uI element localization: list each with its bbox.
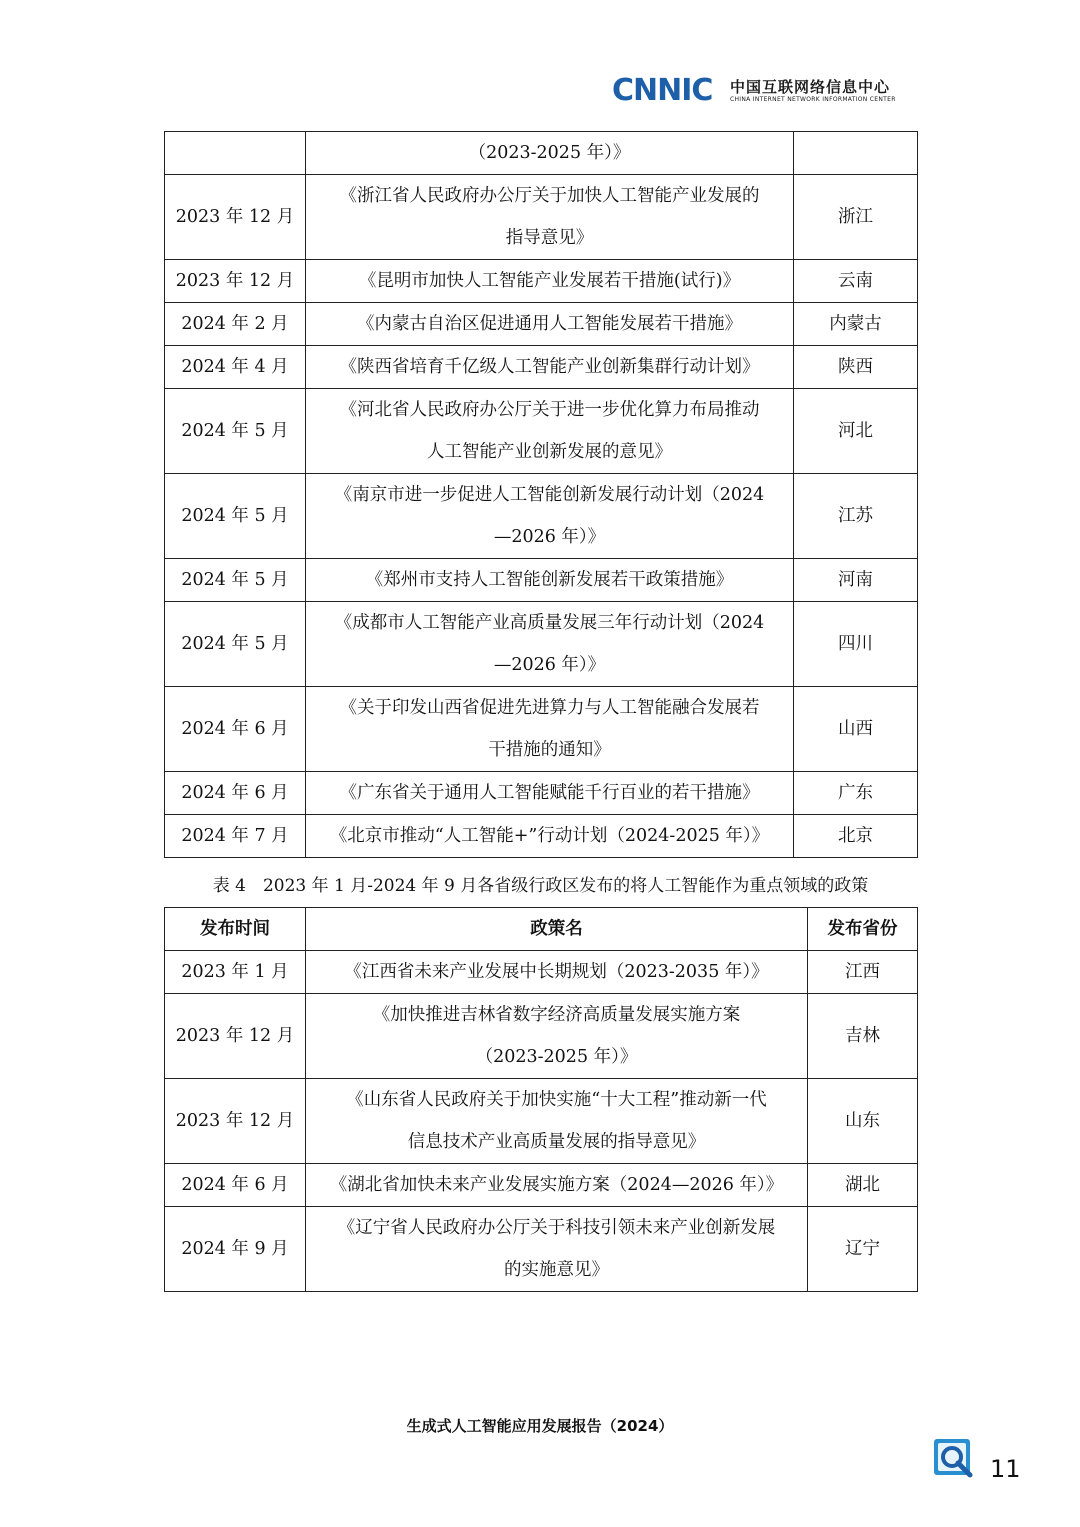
table-row xyxy=(165,994,918,1079)
cell-policy xyxy=(306,303,794,346)
header-policy: 政策名 xyxy=(306,908,808,951)
table-row xyxy=(165,815,918,858)
cell-date: 2023 年 12 月 xyxy=(165,175,306,260)
table-row xyxy=(165,951,918,994)
cell-province xyxy=(794,132,918,175)
cell-province: 山西 xyxy=(794,687,918,772)
cell-policy xyxy=(306,1164,808,1207)
policy-line: 《河北省人民政府办公厅关于进一步优化算力布局推动 xyxy=(339,400,760,420)
cell-policy xyxy=(306,132,794,175)
cell-province: 河北 xyxy=(794,389,918,474)
table-row xyxy=(165,1079,918,1164)
cell-date: 2024 年 7 月 xyxy=(165,815,306,858)
cell-date: 2023 年 12 月 xyxy=(165,260,306,303)
policy-table-4 xyxy=(164,907,918,1292)
cell-province: 河南 xyxy=(794,559,918,602)
table-row xyxy=(165,687,918,772)
cell-province: 北京 xyxy=(794,815,918,858)
cnnic-logo xyxy=(612,74,922,108)
cell-province: 云南 xyxy=(794,260,918,303)
cell-province: 吉林 xyxy=(808,994,918,1079)
magnifier-logo-icon xyxy=(932,1437,976,1481)
policy-line: 的实施意见》 xyxy=(504,1260,609,1280)
page-number: 11 xyxy=(990,1455,1021,1483)
cell-date: 2024 年 6 月 xyxy=(165,687,306,772)
policy-line: —2026 年）》 xyxy=(493,655,606,675)
header-date: 发布时间 xyxy=(165,908,306,951)
cell-policy xyxy=(306,687,794,772)
policy-line: 指导意见》 xyxy=(505,228,594,248)
policy-line: 《加快推进吉林省数字经济高质量发展实施方案 xyxy=(372,1005,741,1025)
policy-line: 干措施的通知》 xyxy=(488,740,611,760)
logo-mark: CNNIC xyxy=(612,73,713,108)
cell-date: 2024 年 5 月 xyxy=(165,389,306,474)
policy-line: （2023-2025 年）》 xyxy=(468,143,631,163)
cell-policy xyxy=(306,474,794,559)
policy-line: （2023-2025 年）》 xyxy=(475,1047,638,1067)
policy-line: 《关于印发山西省促进先进算力与人工智能融合发展若 xyxy=(339,698,760,718)
table-row xyxy=(165,175,918,260)
policy-line: 《广东省关于通用人工智能赋能千行百业的若干措施》 xyxy=(339,783,760,803)
cell-policy xyxy=(306,260,794,303)
report-title: 生成式人工智能应用发展报告（2024） xyxy=(406,1417,674,1435)
cell-date: 2024 年 6 月 xyxy=(165,772,306,815)
table-row xyxy=(165,474,918,559)
cell-policy xyxy=(306,602,794,687)
logo-en-name: CHINA INTERNET NETWORK INFORMATION CENTER xyxy=(730,96,896,103)
cell-province: 山东 xyxy=(808,1079,918,1164)
cell-province: 江西 xyxy=(808,951,918,994)
policy-line: 《昆明市加快人工智能产业发展若干措施(试行)》 xyxy=(358,271,741,291)
header-province: 发布省份 xyxy=(808,908,918,951)
policy-line: —2026 年）》 xyxy=(493,527,606,547)
policy-line: 《江西省未来产业发展中长期规划（2023-2035 年）》 xyxy=(344,962,769,982)
table-row xyxy=(165,346,918,389)
cell-province: 内蒙古 xyxy=(794,303,918,346)
cell-province: 辽宁 xyxy=(808,1207,918,1292)
cell-policy xyxy=(306,389,794,474)
policy-line: 《郑州市支持人工智能创新发展若干政策措施》 xyxy=(365,570,734,590)
table-4-caption: 表 4 2023 年 1 月-2024 年 9 月各省级行政区发布的将人工智能作为重点领域的政策 xyxy=(212,876,869,896)
cell-province: 陕西 xyxy=(794,346,918,389)
table-row xyxy=(165,559,918,602)
logo-cn-name: 中国互联网络信息中心 xyxy=(730,78,891,96)
table-row xyxy=(165,772,918,815)
table-row xyxy=(165,132,918,175)
policy-line: 《辽宁省人民政府办公厅关于科技引领未来产业创新发展 xyxy=(337,1218,776,1238)
cell-date: 2024 年 5 月 xyxy=(165,602,306,687)
cell-date: 2024 年 5 月 xyxy=(165,559,306,602)
table-row xyxy=(165,1164,918,1207)
cell-policy xyxy=(306,772,794,815)
policy-line: 《成都市人工智能产业高质量发展三年行动计划（2024 xyxy=(334,613,765,633)
policy-line: 《陕西省培育千亿级人工智能产业创新集群行动计划》 xyxy=(339,357,760,377)
cell-date: 2024 年 5 月 xyxy=(165,474,306,559)
policy-line: 人工智能产业创新发展的意见》 xyxy=(427,442,672,462)
cell-province: 四川 xyxy=(794,602,918,687)
policy-line: 《北京市推动“人工智能+”行动计划（2024-2025 年）》 xyxy=(329,826,770,846)
table-row xyxy=(165,1207,918,1292)
cell-province: 广东 xyxy=(794,772,918,815)
cell-policy xyxy=(306,1079,808,1164)
cell-province: 湖北 xyxy=(808,1164,918,1207)
policy-line: 《浙江省人民政府办公厅关于加快人工智能产业发展的 xyxy=(339,186,760,206)
cell-policy xyxy=(306,559,794,602)
table-row xyxy=(165,389,918,474)
cell-date: 2024 年 2 月 xyxy=(165,303,306,346)
cell-date xyxy=(165,132,306,175)
cell-date: 2023 年 12 月 xyxy=(165,994,306,1079)
policy-line: 《山东省人民政府关于加快实施“十大工程”推动新一代 xyxy=(346,1090,767,1110)
table-row xyxy=(165,303,918,346)
cell-province: 江苏 xyxy=(794,474,918,559)
cell-province: 浙江 xyxy=(794,175,918,260)
cell-policy xyxy=(306,346,794,389)
cell-policy xyxy=(306,951,808,994)
policy-line: 《内蒙古自治区促进通用人工智能发展若干措施》 xyxy=(357,314,742,334)
policy-line: 《湖北省加快未来产业发展实施方案（2024—2026 年）》 xyxy=(329,1175,784,1195)
cell-date: 2024 年 4 月 xyxy=(165,346,306,389)
policy-table-continued xyxy=(164,131,918,858)
cell-policy xyxy=(306,815,794,858)
policy-line: 信息技术产业高质量发展的指导意见》 xyxy=(407,1132,706,1152)
table-row xyxy=(165,602,918,687)
cell-date: 2023 年 12 月 xyxy=(165,1079,306,1164)
cell-policy xyxy=(306,994,808,1079)
cell-policy xyxy=(306,1207,808,1292)
table-row xyxy=(165,260,918,303)
cell-date: 2024 年 9 月 xyxy=(165,1207,306,1292)
cell-policy xyxy=(306,175,794,260)
cell-date: 2023 年 1 月 xyxy=(165,951,306,994)
cell-date: 2024 年 6 月 xyxy=(165,1164,306,1207)
policy-line: 《南京市进一步促进人工智能创新发展行动计划（2024 xyxy=(334,485,765,505)
table-header-row xyxy=(165,908,918,951)
